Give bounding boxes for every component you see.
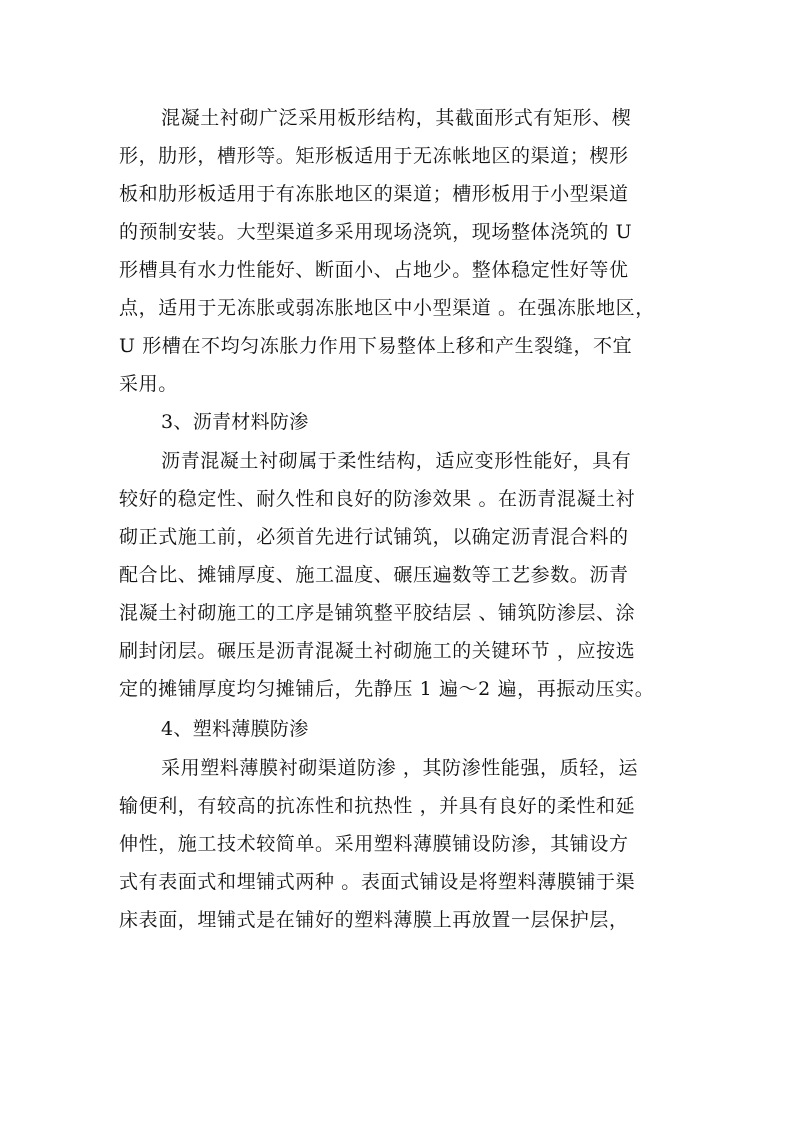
paragraph-line: 较好的稳定性、耐久性和良好的防渗效果 。在沥青混凝土衬 bbox=[119, 488, 636, 510]
paragraph-line: U 形槽在不均匀冻胀力作用下易整体上移和产生裂缝，不宜 bbox=[119, 335, 633, 357]
paragraph-line: 混凝土衬砌广泛采用板形结构，其截面形式有矩形、楔 bbox=[161, 107, 632, 129]
paragraph-line: 配合比、摊铺厚度、施工温度、碾压遍数等工艺参数。沥青 bbox=[119, 564, 629, 586]
paragraph-line: 形，肋形，槽形等。矩形板适用于无冻帐地区的渠道；楔形 bbox=[119, 145, 629, 167]
paragraph-line: 刷封闭层。碾压是沥青混凝土衬砌施工的关键环节 ，应按选 bbox=[119, 640, 636, 662]
paragraph-line: 式有表面式和埋铺式两种 。表面式铺设是将塑料薄膜铺于渠 bbox=[119, 871, 636, 893]
section-heading: 3、沥青材料防渗 bbox=[161, 411, 309, 433]
paragraph-line: 采用。 bbox=[119, 373, 178, 395]
paragraph-line: 输便利，有较高的抗冻性和抗热性 ，并具有良好的柔性和延 bbox=[119, 795, 636, 817]
paragraph-line: 板和肋形板适用于有冻胀地区的渠道；槽形板用于小型渠道 bbox=[119, 183, 629, 205]
paragraph-line: 床表面，埋铺式是在铺好的塑料薄膜上再放置一层保护层， bbox=[119, 909, 629, 931]
paragraph-line: 定的摊铺厚度均匀摊铺后，先静压 1 遍～2 遍，再振动压实。 bbox=[119, 678, 655, 700]
paragraph-line: 点，适用于无冻胀或弱冻胀地区中小型渠道 。在强冻胀地区， bbox=[119, 297, 655, 319]
paragraph-line: 伸性，施工技术较简单。采用塑料薄膜铺设防渗，其铺设方 bbox=[119, 833, 629, 855]
paragraph-line: 采用塑料薄膜衬砌渠道防渗 ，其防渗性能强，质轻，运 bbox=[161, 757, 639, 779]
paragraph-line: 形槽具有水力性能好、断面小、占地少。整体稳定性好等优 bbox=[119, 259, 629, 281]
section-heading: 4、塑料薄膜防渗 bbox=[161, 718, 309, 740]
paragraph-line: 砌正式施工前，必须首先进行试铺筑，以确定沥青混合料的 bbox=[119, 526, 629, 548]
paragraph-line: 沥青混凝土衬砌属于柔性结构，适应变形性能好，具有 bbox=[161, 450, 632, 472]
paragraph-line: 混凝土衬砌施工的工序是铺筑整平胶结层 、铺筑防渗层、涂 bbox=[119, 602, 636, 624]
paragraph-line: 的预制安装。大型渠道多采用现场浇筑，现场整体浇筑的 U bbox=[119, 221, 633, 243]
